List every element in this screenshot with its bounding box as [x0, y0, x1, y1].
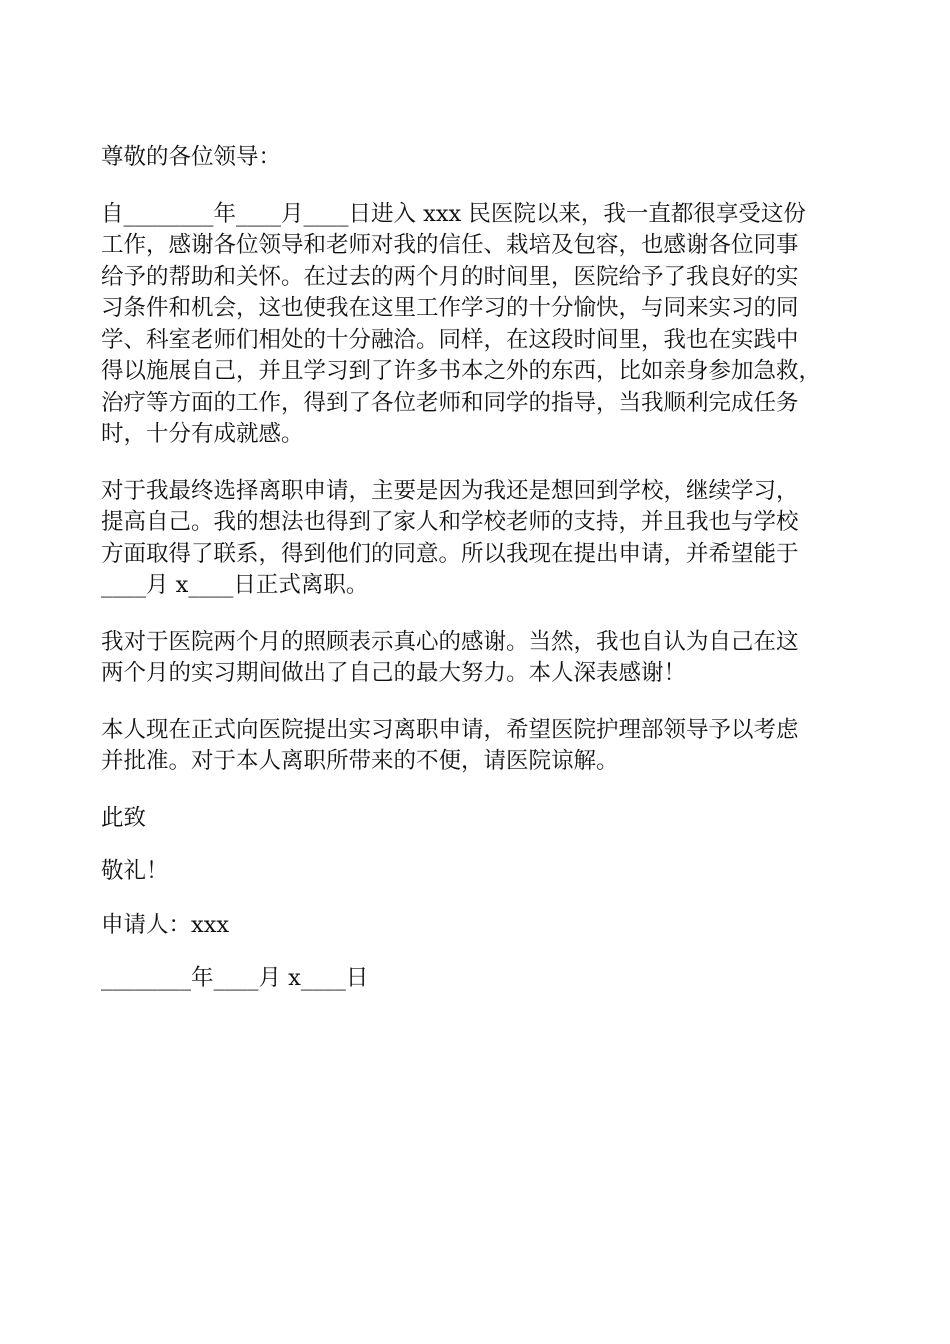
closing-ci-zhi: 此致	[101, 804, 147, 831]
paragraph-2-line: 提高自己。我的想法也得到了家人和学校老师的支持，并且我也与学校	[101, 509, 799, 535]
paragraph-1-line: 学、科室老师们相处的十分融洽。同样，在这段时间里，我也在实践中	[101, 326, 799, 353]
paragraph-4-line: 本人现在正式向医院提出实习离职申请，希望医院护理部领导予以考虑	[101, 716, 799, 743]
paragraph-2	[101, 476, 861, 602]
letter-body	[101, 142, 861, 1017]
paragraph-1-line: 时，十分有成就感。	[101, 421, 304, 447]
paragraph-1-line: 自________年____月____日进入 xxx 民医院以来，我一直都很享受这份	[101, 200, 806, 227]
paragraph-1-line: 工作，感谢各位领导和老师对我的信任、栽培及包容，也感谢各位同事	[101, 232, 799, 258]
closing-jing-li: 敬礼！	[101, 858, 169, 884]
paragraph-3-line: 我对于医院两个月的照顾表示真心的感谢。当然，我也自认为自己在这	[101, 628, 799, 655]
paragraph-2-line: 方面取得了联系，得到他们的同意。所以我现在提出申请，并希望能于	[101, 540, 799, 567]
salutation-text: 尊敬的各位领导：	[101, 144, 282, 170]
paragraph-1-line: 治疗等方面的工作，得到了各位老师和同学的指导，当我顺利完成任务	[101, 389, 799, 416]
date-line	[101, 963, 861, 995]
closing-salutation	[101, 803, 861, 835]
paragraph-1-line: 得以施展自己，并且学习到了许多书本之外的东西，比如亲身参加急救，	[101, 358, 822, 384]
paragraph-4-line: 并批准。对于本人离职所带来的不便，请医院谅解。	[101, 748, 619, 774]
paragraph-2-line: ____月 x____日正式离职。	[101, 572, 369, 598]
paragraph-1-line: 习条件和机会，这也使我在这里工作学习的十分愉快，与同来实习的同	[101, 295, 799, 321]
signature-date: ________年____月 x____日	[101, 965, 369, 991]
applicant-line	[101, 910, 861, 942]
paragraph-1	[101, 199, 861, 451]
paragraph-2-line: 对于我最终选择离职申请，主要是因为我还是想回到学校，继续学习，	[101, 477, 799, 504]
paragraph-3	[101, 627, 861, 690]
applicant-name: 申请人：xxx	[101, 911, 230, 938]
paragraph-1-line: 给予的帮助和关怀。在过去的两个月的时间里，医院给予了我良好的实	[101, 263, 799, 290]
salutation	[101, 142, 861, 174]
closing-regards	[101, 856, 861, 888]
paragraph-4	[101, 715, 861, 778]
paragraph-3-line: 两个月的实习期间做出了自己的最大努力。本人深表感谢！	[101, 660, 687, 686]
